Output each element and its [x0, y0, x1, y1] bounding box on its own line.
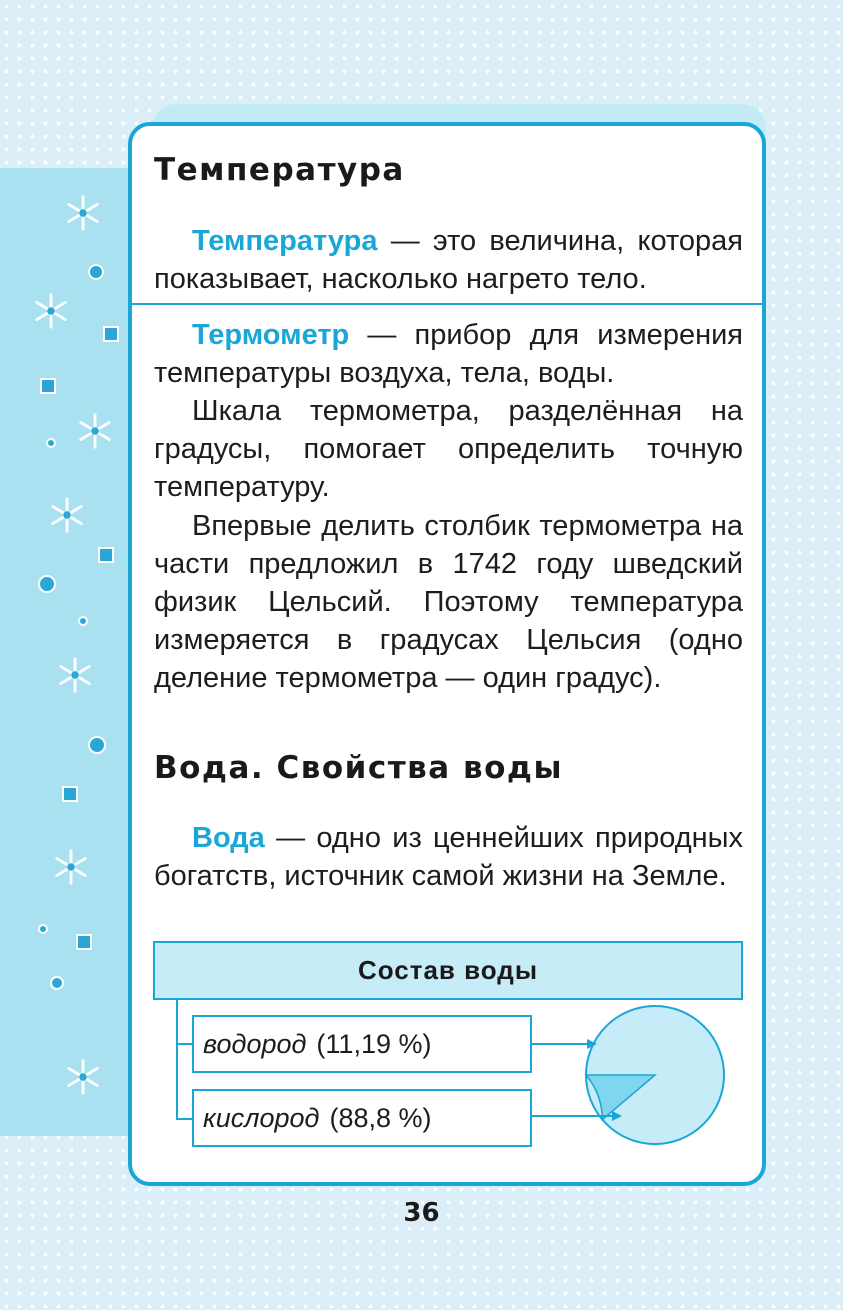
decor-dot [78, 616, 88, 626]
decor-dot [88, 264, 104, 280]
term-water: Вода [192, 822, 265, 854]
decor-dot [38, 575, 56, 593]
snowflake-icon [52, 848, 90, 886]
snowflake-icon [48, 496, 86, 534]
composition-title: Состав воды [153, 941, 743, 1000]
decor-dot [50, 976, 64, 990]
decor-dot [88, 736, 106, 754]
term-thermometer: Термометр [192, 319, 350, 351]
decor-square [76, 934, 92, 950]
paragraph-celsius: Впервые делить столбик термометра на части предложил в 1742 году шведский физик Цельсий. Поэтому температура измеряется в градусах Цельсия (одно деление термометра — один градус). [154, 510, 743, 694]
page-number: 36 [403, 1198, 440, 1228]
decor-square [98, 547, 114, 563]
water-composition-pie-chart [530, 990, 740, 1160]
composition-item-value: (11,19 %) [316, 1028, 432, 1059]
decor-dot [38, 924, 48, 934]
temperature-definition [154, 222, 743, 298]
water-definition [154, 819, 743, 895]
composition-item-oxygen [192, 1089, 532, 1147]
term-temperature: Температура [192, 225, 378, 257]
snowflake-icon [56, 656, 94, 694]
water-definition-text: — одно из ценнейших природных богатств, источник самой жизни на Земле. [154, 822, 743, 892]
snowflake-icon [64, 1058, 102, 1096]
thermometer-definition-text: — прибор для измерения температуры воздуха, тела, воды. [154, 319, 743, 389]
snowflake-icon [76, 412, 114, 450]
decor-square [103, 326, 119, 342]
bracket-tick [176, 1043, 192, 1045]
heading-temperature: Температура [154, 152, 405, 188]
temperature-definition-text: — это величина, которая показывает, насколько нагрето тело. [154, 225, 743, 295]
bracket-tick [176, 1118, 192, 1120]
snowflake-icon [32, 292, 70, 330]
heading-water: Вода. Свойства воды [154, 750, 563, 786]
decor-square [40, 378, 56, 394]
paragraph-scale: Шкала термометра, разделённая на градусы, помогает определить точную температуру. [154, 395, 743, 503]
thermometer-definition [154, 316, 743, 392]
composition-item-value: (88,8 %) [329, 1102, 432, 1133]
snowflake-icon [64, 194, 102, 232]
composition-item-name: кислород [203, 1102, 320, 1133]
composition-item-name: водород [203, 1028, 307, 1059]
composition-item-hydrogen [192, 1015, 532, 1073]
section-divider [130, 303, 764, 305]
decor-dot [46, 438, 56, 448]
decor-square [62, 786, 78, 802]
